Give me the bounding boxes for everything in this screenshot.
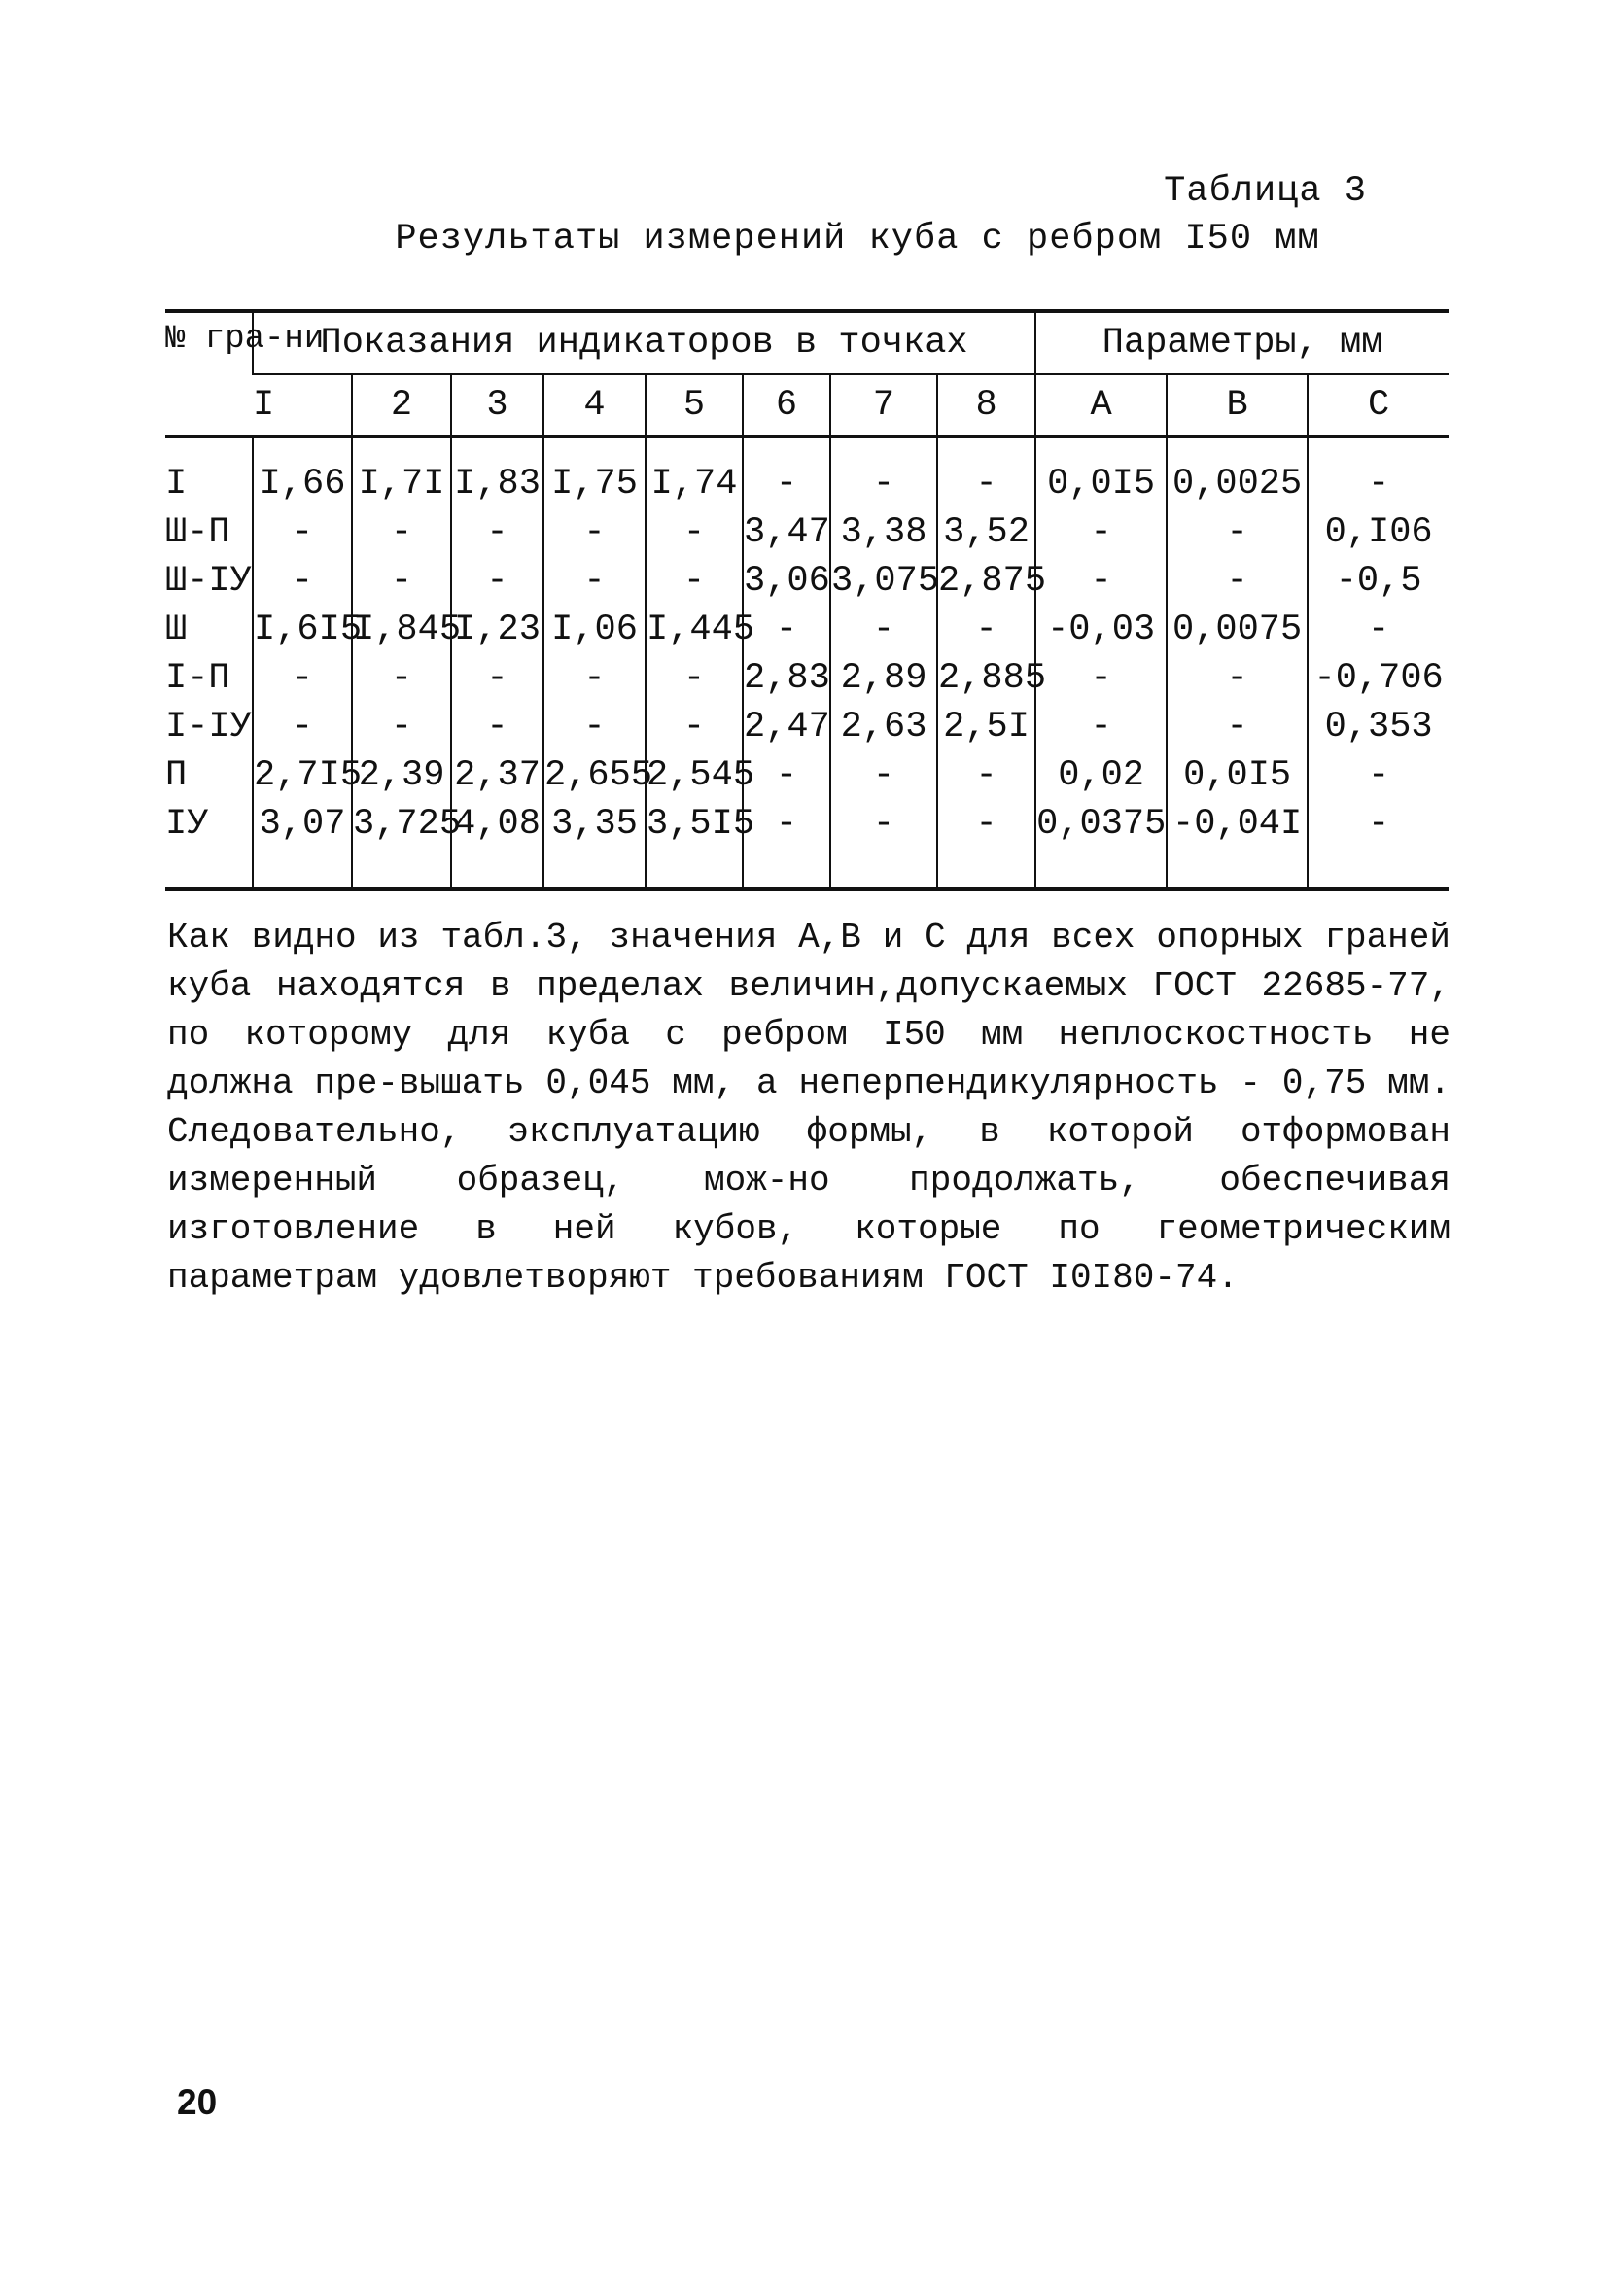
table-cell: -	[253, 557, 352, 606]
table-cell: -	[646, 654, 743, 703]
table-title: Результаты измерений куба с ребром I50 мм	[395, 219, 1320, 260]
table-cell: 3,06	[743, 557, 830, 606]
table-cell: -	[937, 437, 1035, 509]
table-cell: 2,7I5	[253, 751, 352, 800]
table-cell: -	[743, 800, 830, 889]
table-cell: 3,38	[830, 508, 937, 557]
table-row	[165, 751, 1449, 800]
column-header: B	[1167, 374, 1308, 437]
table-label: Таблица 3	[1164, 171, 1367, 212]
table-cell: -	[1308, 606, 1449, 654]
table-row	[165, 606, 1449, 654]
indicators-group-header: Показания индикаторов в точках	[253, 311, 1035, 374]
table-cell: -	[937, 606, 1035, 654]
table-cell: -0,706	[1308, 654, 1449, 703]
params-group-header: Параметры, мм	[1035, 311, 1449, 374]
table-cell: -	[1308, 800, 1449, 889]
table-cell: -0,04I	[1167, 800, 1308, 889]
table-cell: 2,875	[937, 557, 1035, 606]
table-cell: 2,5I	[937, 703, 1035, 751]
table-cell: -	[451, 703, 543, 751]
column-header: 2	[352, 374, 451, 437]
table-cell: I,06	[543, 606, 646, 654]
measurement-table	[165, 309, 1449, 891]
table-cell: 3,52	[937, 508, 1035, 557]
body-paragraph: Как видно из табл.3, значения А,В и С для всех опорных граней куба находятся в пределах величин,допускаемых ГОСТ 22685-77, по которому для куба с ребром I50 мм неплоскостность не должна пре-вышать 0,045 мм, а неперпендикулярность - 0,75 мм. Следовательно, эксплуатацию формы, в которой отформован измеренный образец, мож-но продолжать, обеспечивая изготовление в ней кубов, которые по геометрическим параметрам удовлетворяют требованиям ГОСТ I0I80-74.	[167, 918, 1451, 1298]
table-cell: 0,0I5	[1167, 751, 1308, 800]
table-cell: -	[352, 703, 451, 751]
table-cell: -	[543, 508, 646, 557]
table-cell: -	[1167, 654, 1308, 703]
table-cell: -	[352, 654, 451, 703]
table-cell: 2,37	[451, 751, 543, 800]
table-cell: -	[352, 557, 451, 606]
table-cell: I,845	[352, 606, 451, 654]
face-label-cell: IУ	[165, 800, 253, 889]
table-cell: 4,08	[451, 800, 543, 889]
table-row	[165, 800, 1449, 889]
table-cell: -	[253, 508, 352, 557]
table-cell: 0,353	[1308, 703, 1449, 751]
table-cell: 3,35	[543, 800, 646, 889]
table-cell: 2,655	[543, 751, 646, 800]
table-cell: -	[646, 703, 743, 751]
table-cell: 3,725	[352, 800, 451, 889]
table-cell: 2,47	[743, 703, 830, 751]
table-cell: 2,83	[743, 654, 830, 703]
table-row	[165, 437, 1449, 509]
table-cell: -	[1167, 508, 1308, 557]
table-cell: -0,5	[1308, 557, 1449, 606]
table-cell: I,74	[646, 437, 743, 509]
table-row	[165, 703, 1449, 751]
table-cell: -	[543, 654, 646, 703]
table-cell: -	[830, 606, 937, 654]
table-cell: I,83	[451, 437, 543, 509]
table-cell: -	[1035, 557, 1167, 606]
table-row	[165, 557, 1449, 606]
table-cell: 0,0025	[1167, 437, 1308, 509]
table-cell: I,6I5	[253, 606, 352, 654]
table-cell: I,75	[543, 437, 646, 509]
face-label-cell: Ш-П	[165, 512, 230, 553]
face-label-cell: I-IУ	[165, 707, 252, 748]
face-label-cell: П	[165, 755, 188, 796]
table-cell: -0,03	[1035, 606, 1167, 654]
table-cell: 3,07	[253, 800, 352, 889]
table-cell: -	[543, 703, 646, 751]
table-cell: -	[451, 508, 543, 557]
table-cell: 3,47	[743, 508, 830, 557]
table-cell: -	[937, 751, 1035, 800]
table-cell: 0,0375	[1035, 800, 1167, 889]
table-cell: -	[253, 654, 352, 703]
table-cell: -	[1035, 703, 1167, 751]
column-header: C	[1308, 374, 1449, 437]
table-cell: -	[543, 557, 646, 606]
column-header: 4	[543, 374, 646, 437]
table-cell: -	[1035, 508, 1167, 557]
face-label-cell: I	[165, 464, 188, 504]
table-cell: 2,885	[937, 654, 1035, 703]
table-cell: -	[253, 703, 352, 751]
face-label-cell: Ш-IУ	[165, 561, 252, 602]
table-cell: I,23	[451, 606, 543, 654]
table-cell: -	[830, 751, 937, 800]
table-cell: -	[1167, 557, 1308, 606]
table-cell: -	[743, 437, 830, 509]
table-cell: -	[451, 654, 543, 703]
column-header: 7	[830, 374, 937, 437]
column-header: 3	[451, 374, 543, 437]
table-cell: -	[1308, 437, 1449, 509]
column-header: 6	[743, 374, 830, 437]
table-cell: -	[646, 557, 743, 606]
table-cell: 0,0075	[1167, 606, 1308, 654]
table-cell: 0,02	[1035, 751, 1167, 800]
table-cell: -	[830, 437, 937, 509]
column-header: 5	[646, 374, 743, 437]
table-cell: 2,89	[830, 654, 937, 703]
table-cell: 2,39	[352, 751, 451, 800]
table-cell: -	[937, 800, 1035, 889]
column-header: 8	[937, 374, 1035, 437]
table-cell: -	[1167, 703, 1308, 751]
table-cell: -	[451, 557, 543, 606]
face-number-header: № гра-ни	[165, 311, 253, 437]
table-cell: I,445	[646, 606, 743, 654]
table-cell: I,7I	[352, 437, 451, 509]
table-cell: 3,5I5	[646, 800, 743, 889]
column-header: I	[253, 374, 352, 437]
table-cell: -	[352, 508, 451, 557]
table-cell: I,66	[253, 437, 352, 509]
table-row	[165, 654, 1449, 703]
table-row	[165, 508, 1449, 557]
table-cell: -	[743, 751, 830, 800]
table-cell: 2,63	[830, 703, 937, 751]
table-cell: -	[743, 606, 830, 654]
table-cell: -	[1308, 751, 1449, 800]
table-cell: 0,0I5	[1035, 437, 1167, 509]
table-cell: -	[830, 800, 937, 889]
face-label-cell: Ш	[165, 609, 188, 650]
table-cell: -	[1035, 654, 1167, 703]
table-cell: 0,I06	[1308, 508, 1449, 557]
face-label-cell: I-П	[165, 658, 230, 699]
table-cell: -	[646, 508, 743, 557]
column-header: A	[1035, 374, 1167, 437]
table-cell: 3,075	[830, 557, 937, 606]
table-cell: 2,545	[646, 751, 743, 800]
page-number: 20	[177, 2082, 218, 2122]
